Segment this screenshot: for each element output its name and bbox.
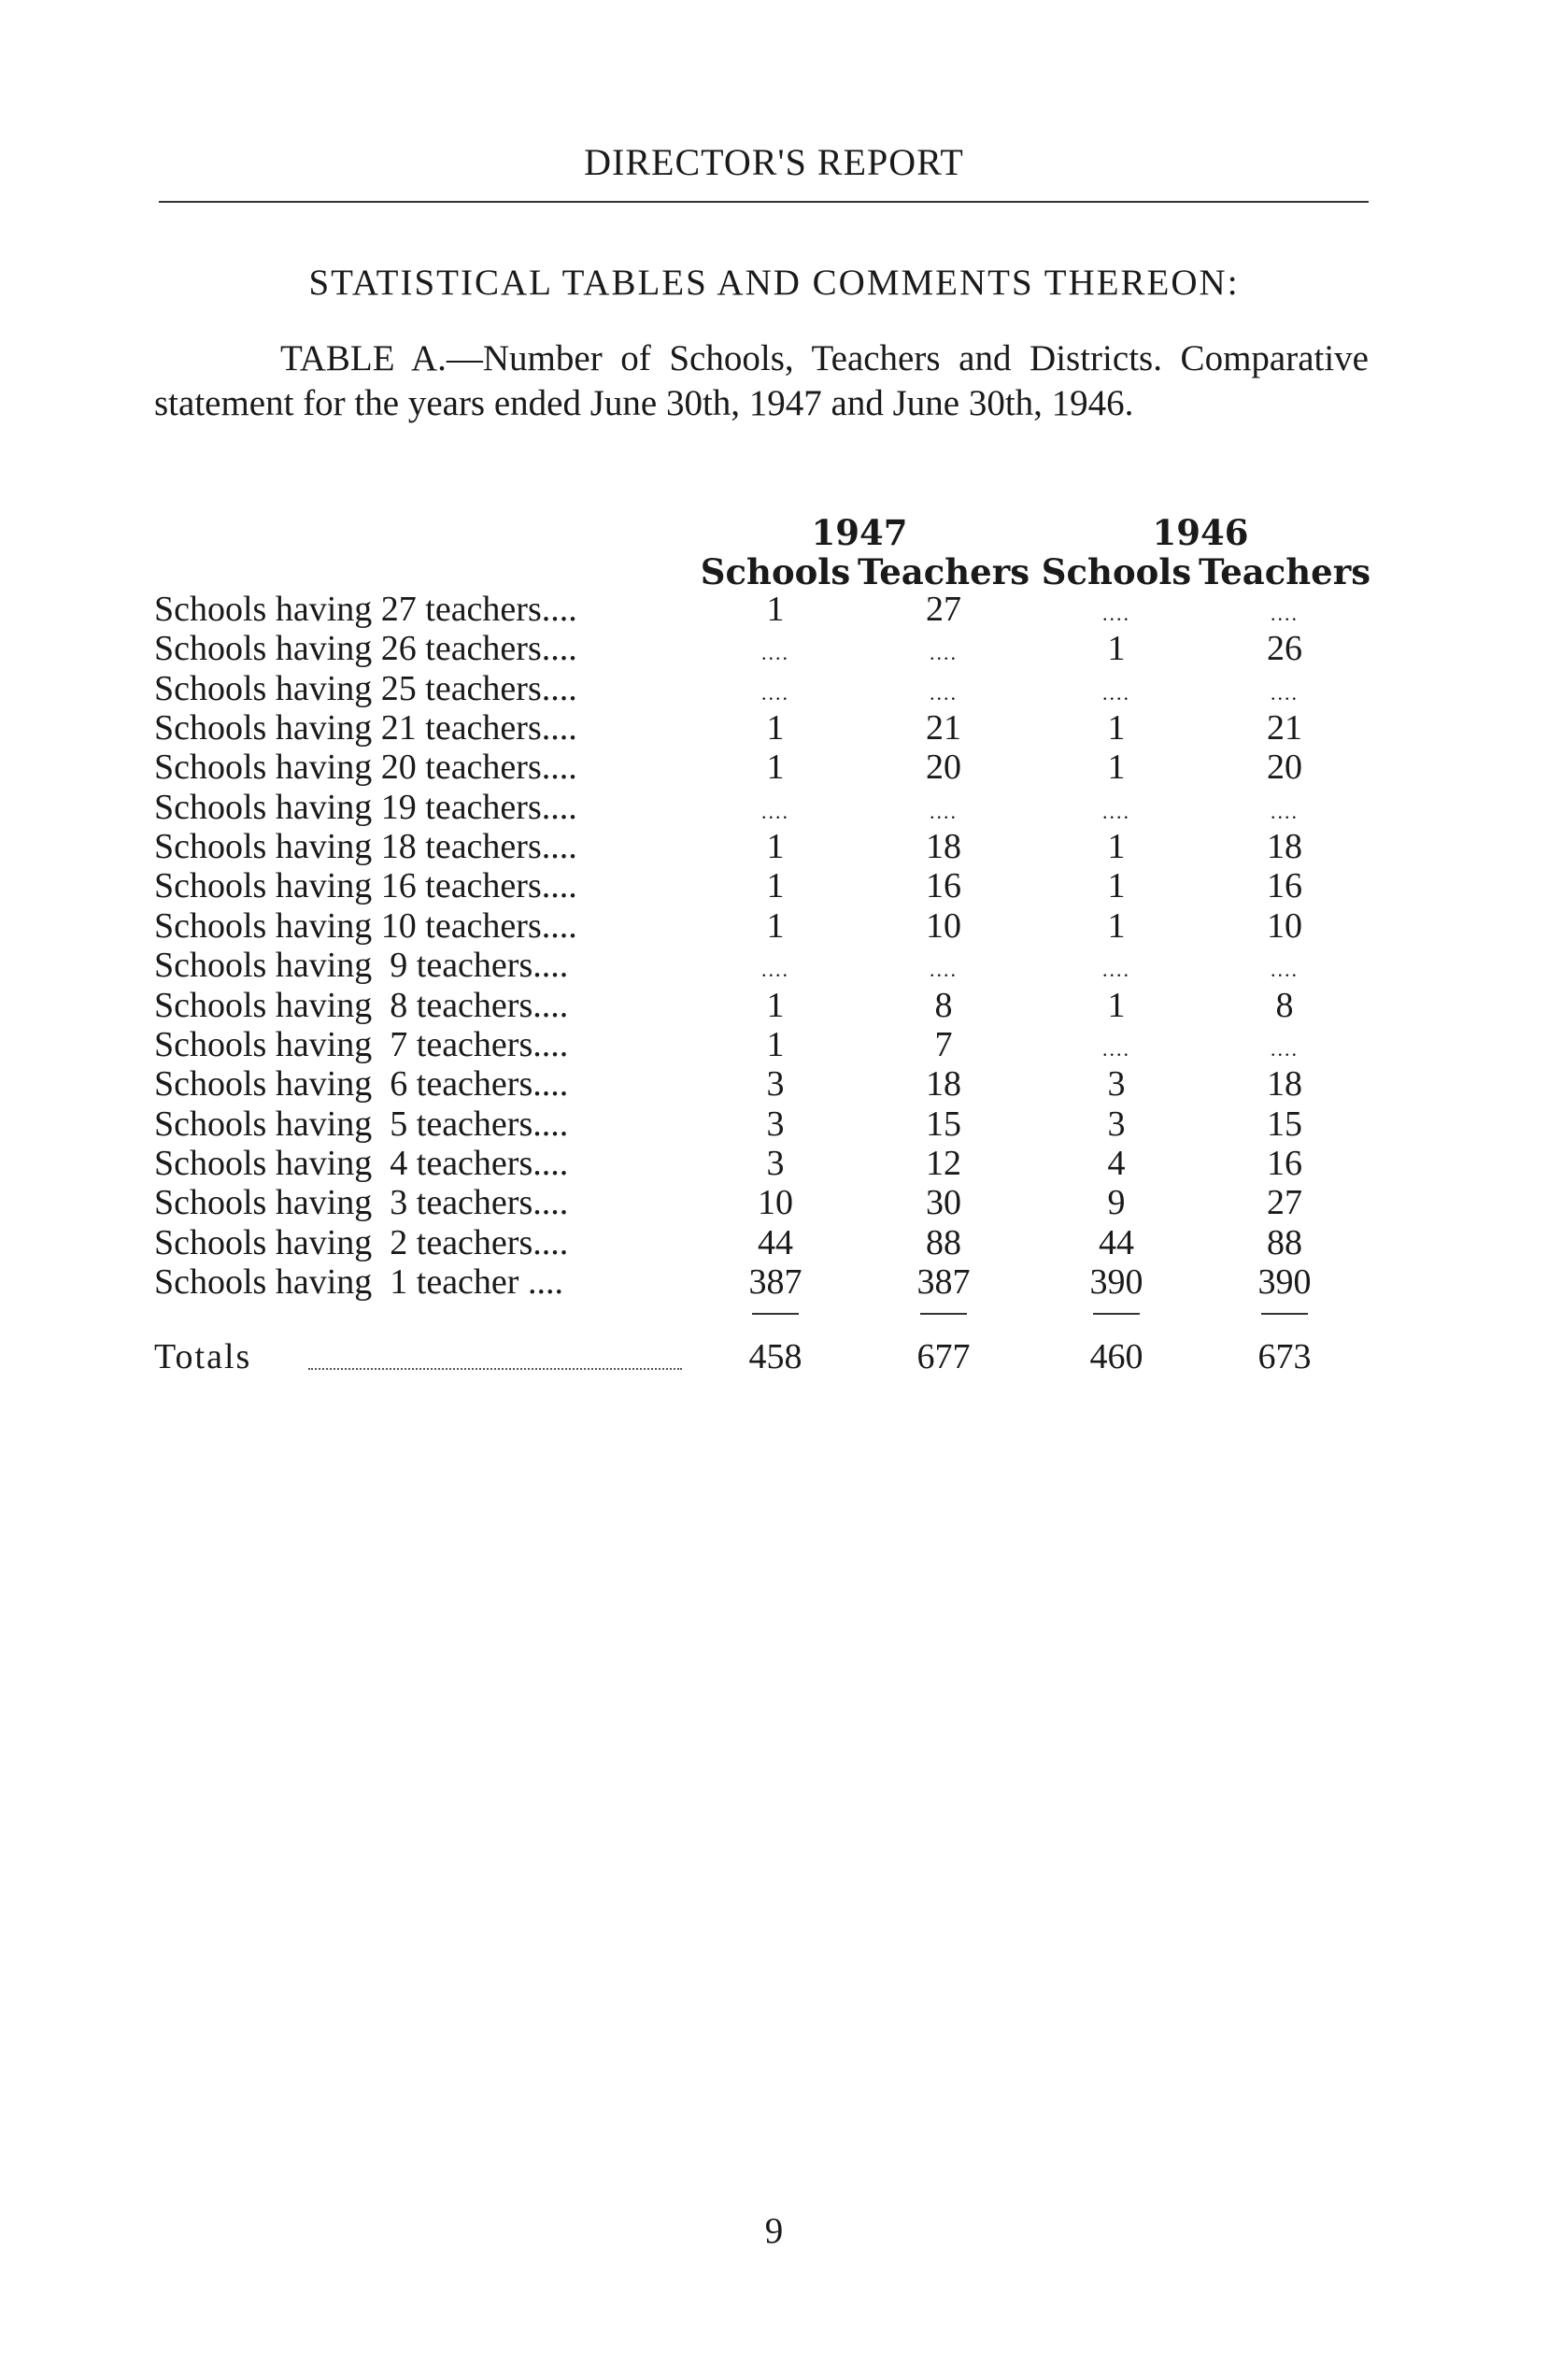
table-cell: 18 bbox=[1267, 1064, 1302, 1104]
table-row bbox=[0, 865, 1548, 905]
table-cell: 387 bbox=[748, 1261, 802, 1302]
table-row bbox=[0, 1261, 1548, 1301]
table-cell: 10 bbox=[1267, 905, 1302, 946]
empty-cell: .... bbox=[761, 799, 789, 823]
empty-cell: .... bbox=[1102, 799, 1130, 823]
running-head: DIRECTOR'S REPORT bbox=[584, 141, 964, 183]
table-cell: 1 bbox=[1107, 629, 1126, 669]
total-cell: 458 bbox=[748, 1337, 802, 1376]
table-caption: TABLE A.—Number of Schools, Teachers and Districts. Comparative statement for the years ended June 30th, 1947 and June 30th, 1946. bbox=[154, 338, 1369, 423]
column-header: Schools bbox=[700, 551, 851, 592]
table-cell: 21 bbox=[926, 708, 961, 748]
column-header: Teachers bbox=[1198, 551, 1371, 592]
column-header: Schools bbox=[1041, 551, 1192, 592]
row-label: Schools having 6 teachers.... bbox=[154, 1064, 569, 1104]
row-label: Schools having 18 teachers.... bbox=[154, 827, 577, 867]
header-rule bbox=[159, 201, 1369, 203]
table-cell: 3 bbox=[766, 1064, 785, 1104]
row-label: Schools having 3 teachers.... bbox=[154, 1183, 569, 1223]
empty-cell: .... bbox=[930, 958, 958, 982]
table-cell: 3 bbox=[766, 1104, 785, 1144]
table-cell: 3 bbox=[1107, 1104, 1126, 1144]
table-row bbox=[0, 1024, 1548, 1063]
row-label: Schools having 16 teachers.... bbox=[154, 866, 577, 906]
row-label: Schools having 26 teachers.... bbox=[154, 629, 577, 669]
table-cell: 1 bbox=[1107, 866, 1126, 906]
empty-cell: .... bbox=[930, 641, 958, 665]
table-row bbox=[0, 985, 1548, 1024]
empty-cell: .... bbox=[1271, 799, 1299, 823]
table-cell: 1 bbox=[766, 985, 785, 1025]
table-row bbox=[0, 1104, 1548, 1143]
table-row bbox=[0, 1182, 1548, 1221]
table-cell: 88 bbox=[926, 1222, 961, 1262]
empty-cell: .... bbox=[1271, 1036, 1299, 1061]
row-label: Schools having 21 teachers.... bbox=[154, 708, 577, 748]
table-row bbox=[0, 628, 1548, 667]
year-header: 1946 bbox=[1152, 512, 1249, 553]
table-cell: 3 bbox=[766, 1143, 785, 1183]
table-cell: 1 bbox=[766, 827, 785, 867]
table-cell: 18 bbox=[1267, 827, 1302, 867]
table-cell: 26 bbox=[1267, 629, 1302, 669]
table-cell: 10 bbox=[926, 905, 961, 946]
table-cell: 16 bbox=[926, 866, 961, 906]
row-label: Schools having 4 teachers.... bbox=[154, 1143, 569, 1183]
table-cell: 15 bbox=[926, 1104, 961, 1144]
year-header: 1947 bbox=[811, 512, 908, 553]
row-label: Schools having 10 teachers.... bbox=[154, 905, 577, 946]
table-cell: 3 bbox=[1107, 1064, 1126, 1104]
table-row bbox=[0, 1143, 1548, 1182]
section-title: STATISTICAL TABLES AND COMMENTS THEREON: bbox=[308, 263, 1240, 303]
empty-cell: .... bbox=[1102, 680, 1130, 705]
table-cell: 18 bbox=[926, 827, 961, 867]
total-cell: 673 bbox=[1257, 1337, 1312, 1376]
totals-label: Totals bbox=[154, 1337, 252, 1376]
row-label: Schools having 9 teachers.... bbox=[154, 946, 569, 986]
table-cell: 44 bbox=[1099, 1222, 1134, 1262]
page-number: 9 bbox=[764, 2211, 784, 2251]
total-rule bbox=[1093, 1313, 1140, 1315]
table-cell: 1 bbox=[1107, 708, 1126, 748]
table-cell: 15 bbox=[1267, 1104, 1302, 1144]
table-cell: 390 bbox=[1257, 1261, 1312, 1302]
table-row bbox=[0, 945, 1548, 984]
row-label: Schools having 7 teachers.... bbox=[154, 1024, 569, 1064]
table-cell: 1 bbox=[766, 905, 785, 946]
row-label: Schools having 27 teachers.... bbox=[154, 590, 577, 629]
table-cell: 16 bbox=[1267, 1143, 1302, 1183]
table-cell: 1 bbox=[766, 590, 785, 629]
table-cell: 1 bbox=[766, 1024, 785, 1064]
table-cell: 18 bbox=[926, 1064, 961, 1104]
table-row bbox=[0, 826, 1548, 865]
table-cell: 20 bbox=[1267, 748, 1302, 788]
empty-cell: .... bbox=[1102, 958, 1130, 982]
table-cell: 1 bbox=[766, 866, 785, 906]
table-cell: 1 bbox=[766, 708, 785, 748]
table-row bbox=[0, 1063, 1548, 1103]
empty-cell: .... bbox=[1271, 680, 1299, 705]
empty-cell: .... bbox=[761, 641, 789, 665]
empty-cell: .... bbox=[761, 680, 789, 705]
table-cell: 4 bbox=[1107, 1143, 1126, 1183]
table-cell: 387 bbox=[916, 1261, 971, 1302]
table-row bbox=[0, 668, 1548, 707]
row-label: Schools having 2 teachers.... bbox=[154, 1222, 569, 1262]
row-label: Schools having 19 teachers.... bbox=[154, 787, 577, 827]
row-label: Schools having 25 teachers.... bbox=[154, 668, 577, 708]
total-rule bbox=[1261, 1313, 1308, 1315]
table-cell: 16 bbox=[1267, 866, 1302, 906]
table-cell: 88 bbox=[1267, 1222, 1302, 1262]
total-rule bbox=[920, 1313, 967, 1315]
row-label: Schools having 20 teachers.... bbox=[154, 748, 577, 788]
table-cell: 44 bbox=[758, 1222, 793, 1262]
empty-cell: .... bbox=[761, 958, 789, 982]
empty-cell: .... bbox=[1102, 1036, 1130, 1061]
empty-cell: .... bbox=[1102, 602, 1130, 625]
table-cell: 7 bbox=[934, 1024, 953, 1064]
table-row bbox=[0, 747, 1548, 786]
table-row bbox=[0, 589, 1548, 628]
column-header: Teachers bbox=[857, 551, 1030, 592]
table-cell: 8 bbox=[934, 985, 953, 1025]
table-cell: 12 bbox=[926, 1143, 961, 1183]
table-row bbox=[0, 905, 1548, 945]
empty-cell: .... bbox=[1271, 958, 1299, 982]
table-cell: 10 bbox=[758, 1183, 793, 1223]
table-row bbox=[0, 787, 1548, 826]
table-cell: 21 bbox=[1267, 708, 1302, 748]
totals-row bbox=[0, 1336, 1548, 1375]
empty-cell: .... bbox=[930, 680, 958, 705]
table-cell: 20 bbox=[926, 748, 961, 788]
total-cell: 460 bbox=[1089, 1337, 1143, 1376]
table-cell: 1 bbox=[1107, 748, 1126, 788]
table-cell: 390 bbox=[1089, 1261, 1143, 1302]
table-cell: 1 bbox=[1107, 827, 1126, 867]
table-cell: 27 bbox=[1267, 1183, 1302, 1223]
empty-cell: .... bbox=[930, 799, 958, 823]
total-rule bbox=[752, 1313, 799, 1315]
table-cell: 1 bbox=[1107, 905, 1126, 946]
row-label: Schools having 5 teachers.... bbox=[154, 1104, 569, 1144]
table-cell: 9 bbox=[1107, 1183, 1126, 1223]
table-cell: 27 bbox=[926, 590, 961, 629]
table-cell: 30 bbox=[926, 1183, 961, 1223]
empty-cell: .... bbox=[1271, 602, 1299, 625]
table-row bbox=[0, 1222, 1548, 1261]
total-cell: 677 bbox=[916, 1337, 971, 1376]
totals-leader bbox=[308, 1368, 682, 1370]
row-label: Schools having 8 teachers.... bbox=[154, 985, 569, 1025]
row-label: Schools having 1 teacher .... bbox=[154, 1261, 563, 1302]
table-row bbox=[0, 707, 1548, 747]
table-cell: 1 bbox=[1107, 985, 1126, 1025]
table-cell: 1 bbox=[766, 748, 785, 788]
table-cell: 8 bbox=[1275, 985, 1294, 1025]
